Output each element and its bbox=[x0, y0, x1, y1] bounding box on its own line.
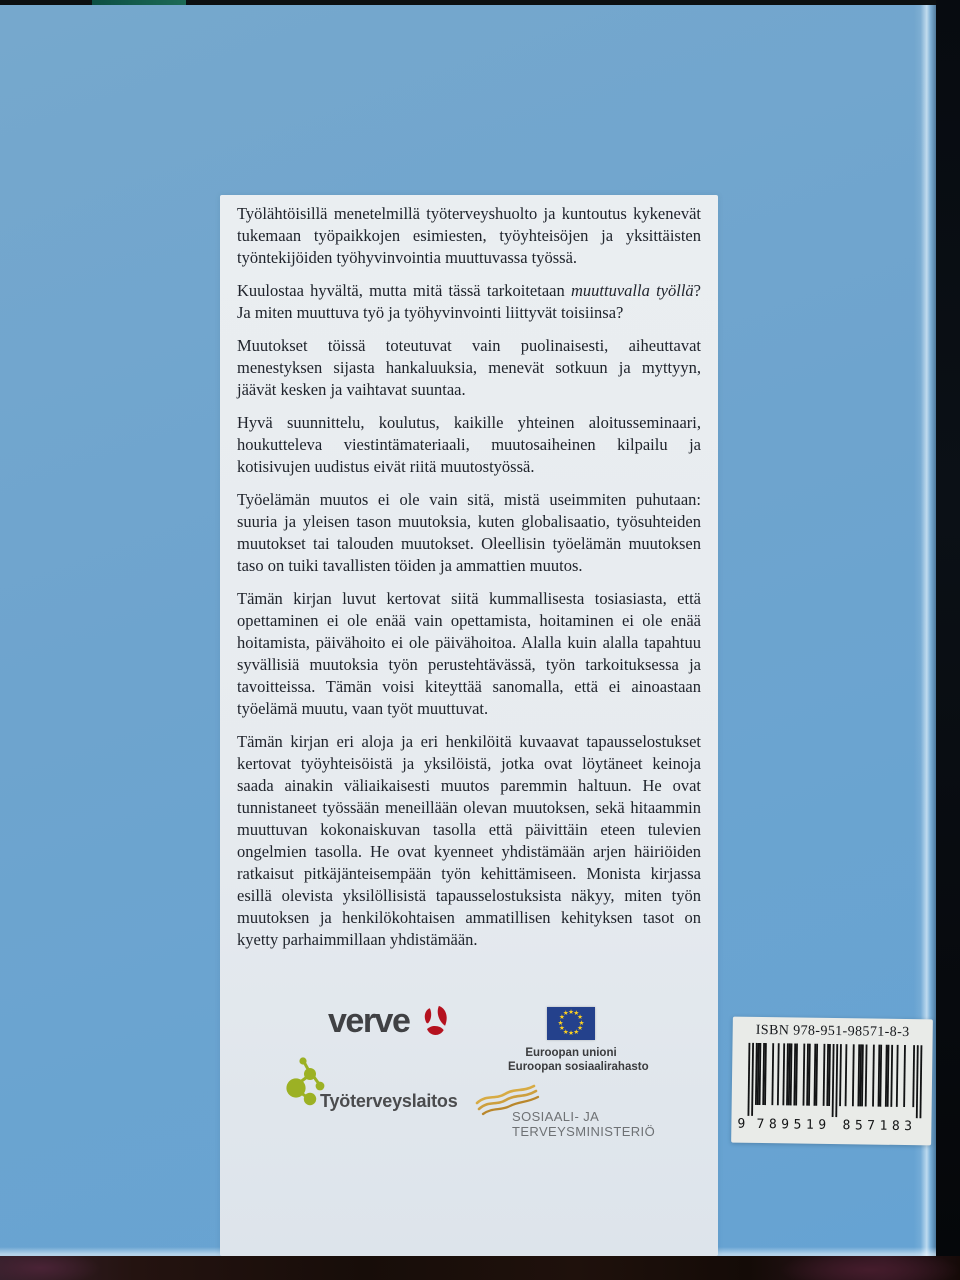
ean13-bars bbox=[737, 1042, 926, 1135]
book-back-cover bbox=[0, 5, 936, 1256]
eu-star-icon: ★ bbox=[562, 1010, 569, 1018]
paragraph: Tämän kirjan eri aloja ja eri henkilöitä kuvaavat tapausselostukset kertovat työyhteisöistä ja yksilöistä, jotka ovat löytäneet keinoja saada ainakin väliaikaisesti muutos paremmin haltuun. He ovat tunnistaneet työssään meneillään olevan muutoksen, sekä hitaammin muuttuvan kokonaiskuvan tasolla että päivittäin eteen tulevien ongelmien tasolla. He ovat kyenneet yhdistämään arjen häiriöiden ratkaisut pitkäjänteisempään työn kehittämiseen. Monista kirjassa esillä olevista yksilöllisistä tapausselostuksista näkyy, miten työn muutoksen ja henkilökohtaisen ammatillisen kehityksen tasot on kyetty parhaimmillaan yhdistämään. bbox=[237, 732, 701, 949]
stm-text bbox=[512, 1109, 655, 1139]
background-surface bbox=[0, 1256, 960, 1280]
paragraph: Hyvä suunnittelu, koulutus, kaikille yhteinen aloitusseminaari, houkutteleva viestintämateriaali, muutosaiheinen kilpailu ja kotisivujen uudistus eivät riitä muutostyössä. bbox=[237, 413, 701, 476]
background-green-sliver bbox=[92, 0, 186, 5]
paragraph: Työelämän muutos ei ole vain sitä, mistä useimmiten puhutaan: suuria ja yleisen tason muutoksia, kuten globalisaatio, työsuhteiden muutokset tai talouden muutokset. Oleellisin työelämän muutoksen taso on tuiki tavallisten töiden ja ammattien muutos. bbox=[237, 490, 701, 575]
svg-text:789519: 789519 bbox=[756, 1116, 827, 1133]
svg-text:857183: 857183 bbox=[842, 1118, 913, 1135]
paragraph: Kuulostaa hyvältä, mutta mitä tässä tarkoitetaan muuttuvalla työllä? Ja miten muuttuva työ ja työhyvinvointi liittyvät toisiinsa? bbox=[237, 281, 701, 322]
eu-star-icon: ★ bbox=[568, 1029, 574, 1037]
eu-star-icon: ★ bbox=[557, 1019, 564, 1027]
eu-line1: Euroopan unioni bbox=[525, 1047, 617, 1059]
eu-star-icon: ★ bbox=[573, 1010, 580, 1018]
eu-star-icon: ★ bbox=[558, 1014, 565, 1021]
background-top-edge bbox=[0, 0, 960, 5]
logo-area bbox=[220, 195, 718, 1256]
eu-star-icon: ★ bbox=[573, 1028, 580, 1036]
svg-text:9: 9 bbox=[737, 1116, 746, 1132]
eu-star-icon: ★ bbox=[568, 1008, 574, 1016]
eu-star-icon: ★ bbox=[577, 1014, 583, 1021]
stm-line2: TERVEYSMINISTERIÖ bbox=[512, 1124, 656, 1139]
paragraph: Tämän kirjan luvut kertovat siitä kummallisesta tosiasiasta, että opettaminen ei ole enää vain opettamista, hoitaminen ei ole enää hoitamista, päivähoito ei ole päivähoitoa. Alalla kuin alalla tapahtuu syvällisiä muutoksia työn perustehtävässä, työn tarkoituksessa ja tavoitteissa. Tämän voisi kiteyttää sanomalla, että ei ainoastaan työelämä muutu, vaan työt muuttuvat. bbox=[237, 589, 701, 718]
paragraph: Työlähtöisillä menetelmillä työterveyshuolto ja kuntoutus kykenevät tukemaan työpaikkojen esimiesten, työyhteisöjen ja yksittäisten työntekijöiden työhyvinvointia muuttuvassa työssä. bbox=[237, 204, 701, 267]
stm-line1: SOSIAALI- JA bbox=[512, 1109, 600, 1124]
verve-wordmark: verve bbox=[328, 1002, 410, 1040]
eu-flag bbox=[547, 1007, 595, 1040]
verve-flower-icon bbox=[418, 1003, 456, 1041]
verve-logo bbox=[328, 1001, 456, 1041]
text-panel bbox=[220, 195, 718, 1256]
isbn-label: ISBN 978-951-98571-8-3 bbox=[755, 1022, 910, 1041]
eu-star-icon: ★ bbox=[578, 1019, 585, 1027]
eu-line2: Euroopan sosiaalirahasto bbox=[508, 1061, 649, 1073]
paragraph: Muutokset töissä toteutuvat vain puolinaisesti, aiheuttavat menestyksen sijasta hankaluuksia, menevät sotkuun ja myttyyn, jäävät kesken ja vaihtavat suuntaa. bbox=[237, 336, 701, 399]
eu-star-icon: ★ bbox=[562, 1028, 569, 1036]
tyoterveyslaitos-label: Työterveyslaitos bbox=[320, 1091, 458, 1111]
background-right-edge bbox=[936, 0, 960, 1256]
eu-star-icon: ★ bbox=[577, 1024, 583, 1032]
eu-esf-logo bbox=[508, 1007, 649, 1074]
eu-star-icon: ★ bbox=[558, 1024, 565, 1032]
isbn-barcode bbox=[731, 1017, 933, 1146]
